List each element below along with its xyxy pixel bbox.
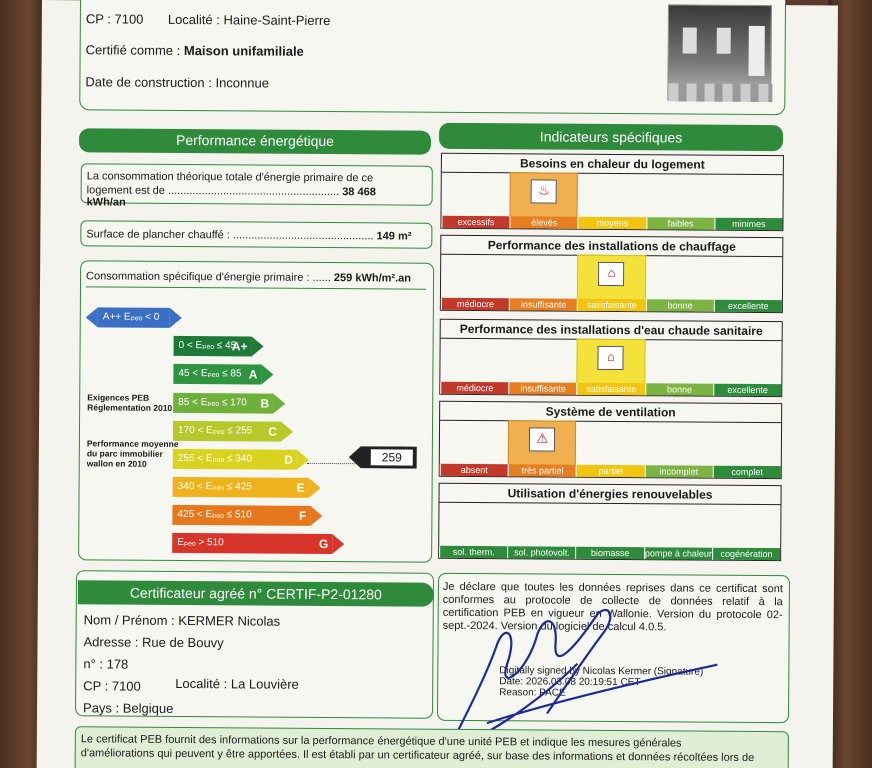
indicator-scale-item: complet — [712, 466, 780, 478]
indicator-scale-item: sol. therm. — [439, 546, 507, 558]
indicator-icon: ⚠ — [529, 427, 555, 451]
indicator-scale — [440, 382, 781, 396]
energy-class-5 — [173, 449, 297, 470]
indicator-block-4 — [438, 483, 782, 561]
declaration-text: Je déclare que toutes les données reprises dans ce certificat sont conformes au protocole de collecte de données relatif à la certification PEB en vigueur en Wallonie. Version du protocole 02-sept.-2024. Version du logiciel de calcul 4.0.5. — [442, 580, 783, 634]
energy-class-8 — [172, 533, 332, 554]
energy-class-letter: A — [248, 367, 258, 382]
energy-class-label: 340 < Eₚₑₒ ≤ 425 — [177, 480, 252, 493]
indicator-title: Besoins en chaleur du logement — [442, 154, 783, 175]
energy-class-letter: B — [260, 396, 270, 411]
indicator-block-3 — [439, 401, 783, 479]
energy-class-letter: C — [268, 424, 278, 439]
indicator-scale — [440, 464, 781, 478]
energy-class-label: A++ Eₚₑₒ < 0 — [102, 311, 160, 323]
cert-name: Nom / Prénom : KERMER Nicolas — [83, 612, 281, 629]
exigences-label: Exigences PEB Réglementation 2010 — [87, 392, 173, 413]
energy-class-0 — [98, 307, 170, 328]
energy-class-4 — [173, 421, 281, 442]
total-value: 38 468 kWh/an — [86, 186, 376, 209]
indicator-scale-item: moyens — [578, 217, 646, 229]
signed-reason: Reason: PACE — [499, 687, 566, 699]
cp-line: CP : 7100 — [85, 11, 144, 27]
marker-value: 259 — [381, 450, 402, 465]
indicator-block-0 — [440, 153, 784, 231]
cert-country: Pays : Belgique — [83, 700, 174, 716]
energy-class-letter: A+ — [231, 339, 248, 354]
indicator-block-2 — [439, 319, 783, 397]
cert-locality: Localité : La Louvière — [175, 675, 299, 692]
indicator-title: Performance des installations de chauffage — [441, 236, 782, 257]
indicator-scale-item: excellente — [713, 384, 781, 396]
construction-line: Date de construction : Inconnue — [85, 74, 270, 91]
indicator-scale-item: élevés — [510, 216, 578, 228]
locality-line: Localité : Haine-Saint-Pierre — [167, 11, 331, 29]
energy-class-label: 0 < Eₚₑₒ ≤ 45 — [178, 339, 237, 352]
energy-class-label: 85 < Eₚₑₒ ≤ 170 — [178, 396, 247, 409]
indicator-scale-item: partiel — [576, 465, 644, 477]
energy-marker — [349, 446, 417, 468]
energy-class-3 — [173, 393, 273, 414]
indicator-scale-item: excessifs — [441, 216, 509, 228]
peb-certificate — [37, 0, 838, 768]
indicator-scale-item: insuffisante — [508, 382, 576, 394]
energy-class-6 — [173, 477, 309, 498]
indicator-scale-item: excellente — [714, 300, 782, 312]
indicator-scale — [441, 216, 782, 230]
total-text-2: logement est de ........................................................ 38 468 kWh/an — [86, 184, 376, 209]
surface-text: Surface de plancher chauffé : .............................................. 149 m² — [86, 228, 412, 243]
indicator-scale-item: cogénération — [712, 548, 780, 560]
footer-line-1: Le certificat PEB fournit des informations sur la performance énergétique d'une unité PEB et indique les mesures générales — [80, 733, 682, 750]
spec-value: 259 kWh/m².an — [333, 272, 412, 285]
indicator-title: Système de ventilation — [440, 402, 781, 423]
cert-title: Certificateur agréé n° CERTIF-P2-01280 — [78, 580, 434, 606]
energy-class-label: 170 < Eₚₑₒ ≤ 255 — [177, 424, 253, 437]
cert-number: n° : 178 — [83, 656, 129, 672]
indicator-icon: ⌂ — [599, 262, 625, 286]
cert-address: Adresse : Rue de Bouvy — [83, 634, 224, 651]
energy-class-label: 255 < Eₚₑₒ ≤ 340 — [177, 452, 253, 465]
energy-class-2 — [173, 364, 261, 385]
indicator-scale-item: incomplet — [644, 465, 712, 477]
total-text-1: La consommation théorique totale d'énergie primaire de ce — [86, 170, 374, 185]
energy-class-label: 425 < Eₚₑₒ ≤ 510 — [177, 508, 252, 521]
energy-class-letter: D — [284, 452, 293, 467]
indicator-title: Utilisation d'énergies renouvelables — [439, 484, 780, 505]
energy-class-label: Eₚₑₒ > 510 — [177, 536, 224, 549]
indicator-scale-item: minimes — [714, 218, 782, 230]
energy-class-1 — [174, 336, 252, 357]
indicator-scale-item: satisfaisante — [577, 383, 645, 395]
perf-title: Performance énergétique — [79, 128, 431, 154]
surface-value: 149 m² — [376, 230, 412, 243]
house-photo — [667, 4, 772, 101]
indicator-scale-item: insuffisante — [509, 298, 577, 310]
energy-class-7 — [172, 505, 310, 526]
indicator-scale-item: biomasse — [576, 547, 644, 559]
indicator-scale-item: très partiel — [508, 464, 576, 476]
certified-line: Certifié comme : Maison unifamiliale — [85, 42, 304, 59]
indicator-scale-item: médiocre — [440, 382, 508, 394]
energy-class-letter: E — [296, 480, 305, 495]
indicator-scale-item: bonne — [645, 299, 713, 311]
moyenne-label: Performance moyenne du parc immobilier wallon en 2010 — [86, 438, 179, 469]
energy-class-letter: F — [299, 508, 307, 523]
spec-text: Consommation spécifique d'énergie primaire : ...... 259 kWh/m².an — [86, 270, 412, 285]
indicator-icon: ♨ — [531, 179, 557, 203]
signed-by: Digitally signed by Nicolas Kermer (Signature) — [499, 665, 704, 678]
indicator-scale-item: absent — [440, 464, 508, 476]
cert-cp: CP : 7100 — [83, 678, 141, 694]
indicator-block-1 — [440, 235, 784, 313]
indicator-scale-item: faibles — [646, 217, 714, 229]
indicator-scale-item: pompe à chaleur — [644, 548, 712, 559]
indicator-title: Performance des installations d'eau chaude sanitaire — [441, 320, 782, 341]
indicators-title: Indicateurs spécifiques — [439, 123, 783, 151]
indicator-scale-item: satisfaisante — [577, 299, 645, 311]
signed-date: Date: 2026.03.08 20:19:51 CET — [499, 676, 641, 689]
energy-class-label: 45 < Eₚₑₒ ≤ 85 — [178, 367, 242, 380]
indicator-scale — [439, 546, 780, 560]
indicator-scale-item: médiocre — [441, 298, 509, 310]
indicator-scale — [441, 298, 782, 312]
footer-line-2: d'améliorations qui peuvent y être apportées. Il est établi par un certificateur agréé, sur base des informations et données récoltées lors de — [80, 747, 755, 764]
energy-class-letter: G — [318, 536, 329, 552]
indicator-icon: ⌂ — [598, 346, 624, 370]
indicator-scale-item: bonne — [645, 383, 713, 395]
indicator-scale-item: sol. photovolt. — [507, 546, 575, 558]
